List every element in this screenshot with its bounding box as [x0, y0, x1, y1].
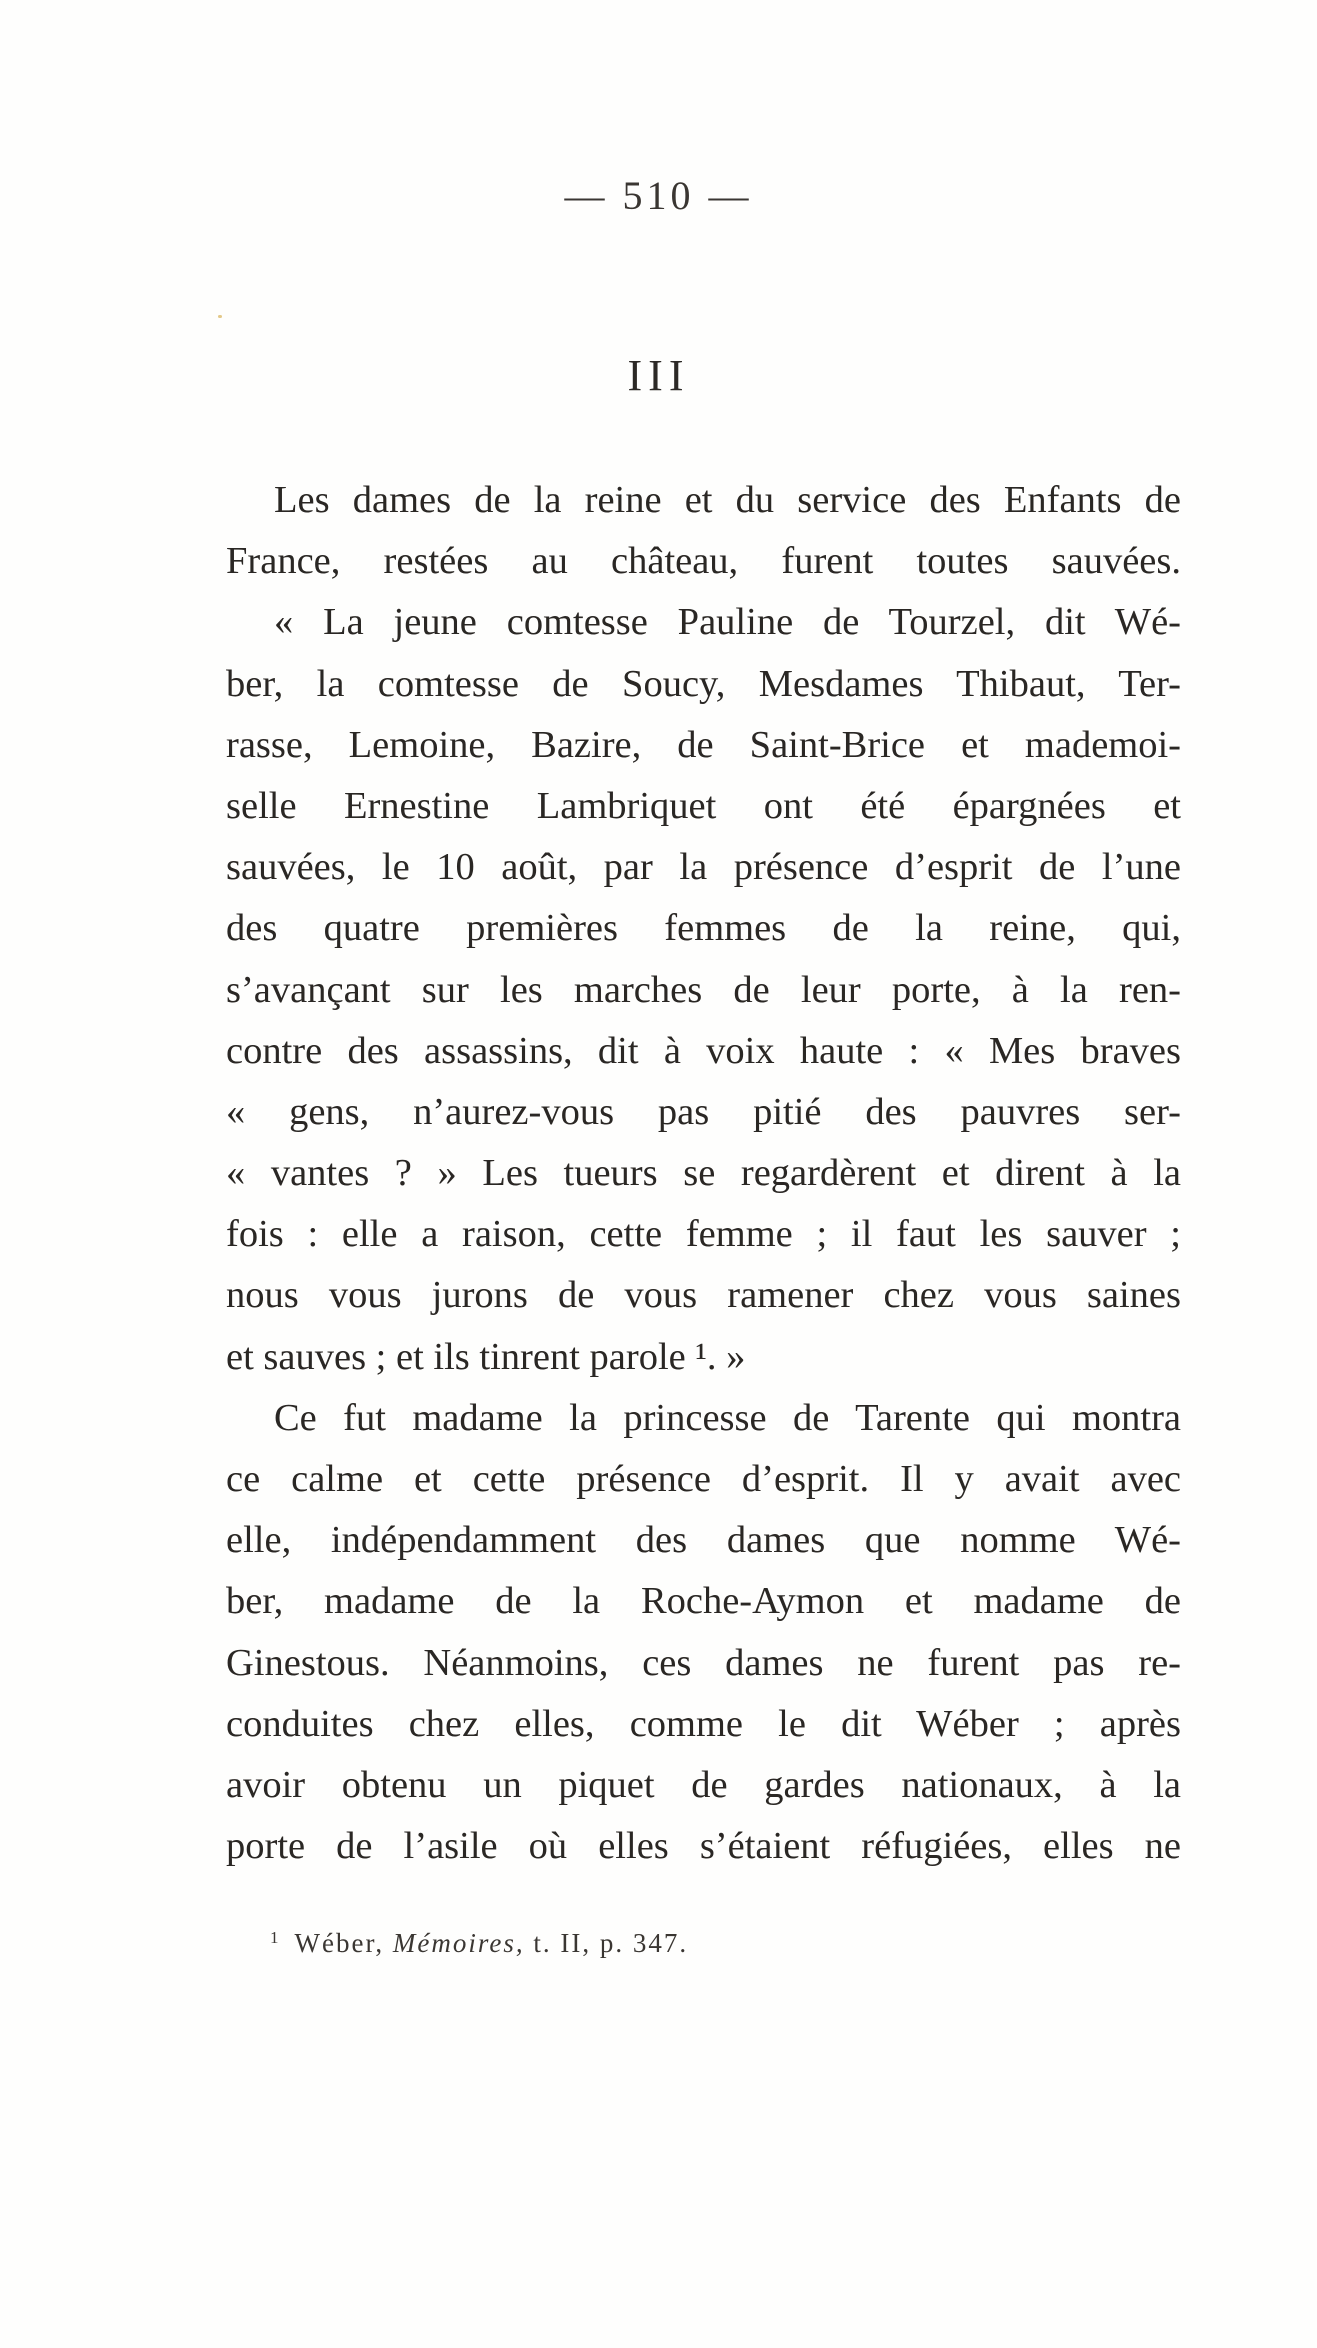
text-line: Ginestous. Néanmoins, ces dames ne furent pas re- — [226, 1641, 1181, 1684]
footnote — [270, 1928, 688, 1959]
text-line: Les dames de la reine et du service des Enfants de — [274, 479, 1181, 521]
text-line: conduites chez elles, comme le dit Wéber ; après — [226, 1702, 1181, 1745]
text-line: avoir obtenu un piquet de gardes nationaux, à la — [226, 1763, 1181, 1806]
text-line: des quatre premières femmes de la reine, qui, — [226, 907, 1181, 950]
text-line: porte de l’asile où elles s’étaient réfugiées, elles ne — [226, 1825, 1181, 1868]
text-line: nous vous jurons de vous ramener chez vous saines — [226, 1274, 1181, 1317]
text-line: s’avançant sur les marches de leur porte, à la ren- — [226, 968, 1181, 1011]
text-line: ber, la comtesse de Soucy, Mesdames Thibaut, Ter- — [226, 662, 1181, 705]
text-line: contre des assassins, dit à voix haute : « Mes braves — [226, 1029, 1181, 1072]
text-line: et sauves ; et ils tinrent parole ¹. » — [226, 1335, 746, 1378]
text-line: fois : elle a raison, cette femme ; il faut les sauver ; — [226, 1213, 1181, 1256]
footnote-reference: t. II, p. 347. — [533, 1928, 689, 1958]
text-line: ce calme et cette présence d’esprit. Il y avait avec — [226, 1458, 1181, 1500]
text-line: « La jeune comtesse Pauline de Tourzel, dit Wé- — [274, 601, 1181, 644]
text-line: « gens, n’aurez-vous pas pitié des pauvres ser- — [226, 1090, 1181, 1133]
footnote-title: Mémoires, — [392, 1928, 525, 1958]
text-line: rasse, Lemoine, Bazire, de Saint-Brice et mademoi- — [226, 723, 1181, 766]
text-line: ber, madame de la Roche-Aymon et madame de — [226, 1580, 1181, 1623]
text-line: elle, indépendamment des dames que nomme Wé- — [226, 1519, 1181, 1562]
footnote-author: Wéber, — [294, 1928, 385, 1958]
text-line: sauvées, le 10 août, par la présence d’esprit de l’une — [226, 846, 1181, 889]
text-line: France, restées au château, furent toutes sauvées. — [226, 540, 1181, 583]
text-line: « vantes ? » Les tueurs se regardèrent et dirent à la — [226, 1152, 1181, 1195]
footnote-marker: 1 — [270, 1928, 281, 1947]
text-line: Ce fut madame la princesse de Tarente qui montra — [274, 1396, 1181, 1439]
paper-speck — [218, 315, 222, 318]
body-text — [226, 470, 1181, 1877]
text-line: selle Ernestine Lambriquet ont été épargnées et — [226, 784, 1181, 827]
page-number: — 510 — — [564, 173, 753, 218]
section-heading: III — [627, 351, 690, 400]
